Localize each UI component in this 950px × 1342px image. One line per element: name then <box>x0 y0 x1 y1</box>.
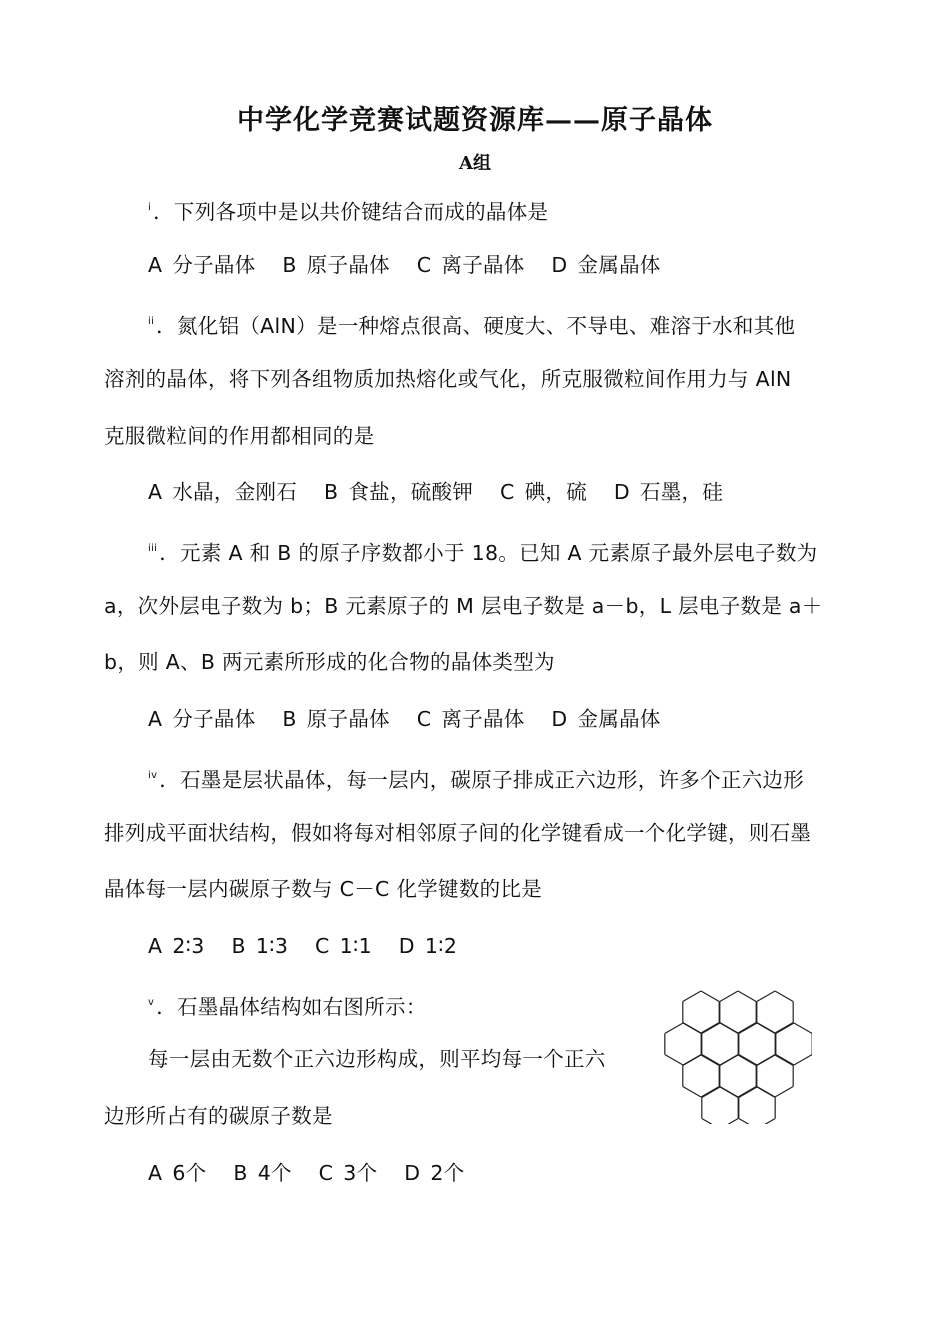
lattice-bond <box>739 1087 757 1098</box>
option-text: 离子晶体 <box>441 707 525 731</box>
option-text: 石墨，硅 <box>639 480 724 504</box>
question-1-number: i <box>148 202 152 213</box>
lattice-bond <box>701 1055 719 1066</box>
lattice-bond <box>739 1023 757 1034</box>
option-key: D <box>398 934 415 958</box>
question-5-line-1 <box>148 987 427 1023</box>
question-4-stem: ．石墨是层状晶体，每一层内，碳原子排成正六边形，许多个正六边形 <box>159 768 805 792</box>
lattice-bond <box>738 1023 756 1034</box>
question-5-stem: ．石墨晶体结构如右图所示： <box>156 995 427 1019</box>
lattice-bond <box>701 991 719 1002</box>
lattice-bond <box>720 991 738 1002</box>
option-key: A <box>148 253 163 277</box>
lattice-bond <box>757 1119 775 1125</box>
question-2-line-1 <box>148 306 795 342</box>
question-4-line-2: 排列成平面状结构，假如将每对相邻原子间的化学键看成一个化学键，则石墨 <box>104 821 812 845</box>
question-1-options <box>148 249 661 281</box>
option-text: 碘，硫 <box>524 480 588 504</box>
option-key: C <box>416 707 432 731</box>
option-key: A <box>148 480 163 504</box>
lattice-bond <box>665 1055 683 1066</box>
option-key: C <box>318 1161 334 1185</box>
option-text: 原子晶体 <box>306 253 390 277</box>
lattice-bond <box>794 1055 812 1066</box>
option-text: 分子晶体 <box>172 253 256 277</box>
lattice-bond <box>738 1087 756 1098</box>
question-4-line-3: 晶体每一层内碳原子数与 C－C 化学键数的比是 <box>104 877 543 901</box>
lattice-bond <box>683 991 701 1002</box>
option-text: 3个 <box>343 1161 378 1185</box>
option-text: 水晶，金刚石 <box>172 480 298 504</box>
question-3-number: iii <box>148 543 158 554</box>
question-4-options <box>148 930 457 962</box>
option-key: D <box>404 1161 421 1185</box>
option-key: A <box>148 934 163 958</box>
question-3-line-3: b，则 A、B 两元素所形成的化合物的晶体类型为 <box>104 650 555 674</box>
lattice-bond <box>775 1087 793 1098</box>
question-1-stem: ．下列各项中是以共价键结合而成的晶体是 <box>153 200 549 224</box>
lattice-bond <box>775 1055 793 1066</box>
question-5-line-3: 边形所占有的碳原子数是 <box>104 1104 333 1128</box>
option-key: D <box>551 253 568 277</box>
page-title: 中学化学竞赛试题资源库——原子晶体 <box>237 105 713 136</box>
question-4-number: iv <box>148 770 158 781</box>
option-text: 6个 <box>172 1161 207 1185</box>
lattice-bond <box>757 1023 775 1034</box>
option-key: B <box>231 934 246 958</box>
lattice-bond <box>757 1087 775 1098</box>
option-text: 离子晶体 <box>441 253 525 277</box>
lattice-bond <box>720 1119 738 1125</box>
lattice-bond <box>757 1055 775 1066</box>
lattice-bond <box>702 1087 720 1098</box>
option-key: A <box>148 1161 163 1185</box>
option-text: 1∶1 <box>339 934 372 958</box>
question-4-line-1 <box>148 760 804 796</box>
lattice-bond <box>720 1023 738 1034</box>
option-text: 金属晶体 <box>577 707 661 731</box>
option-key: C <box>315 934 330 958</box>
option-key: B <box>323 480 339 504</box>
lattice-bond <box>720 1087 738 1098</box>
lattice-bond <box>701 1023 719 1034</box>
question-1-line-1 <box>148 192 548 228</box>
option-text: 分子晶体 <box>172 707 256 731</box>
lattice-bond <box>720 1055 738 1066</box>
option-key: C <box>499 480 515 504</box>
lattice-bond <box>794 1023 812 1034</box>
lattice-bond <box>776 1023 794 1034</box>
option-key: D <box>613 480 630 504</box>
question-3-line-1 <box>148 533 817 569</box>
lattice-bond <box>702 1023 720 1034</box>
graphite-hexagon-lattice-icon <box>664 984 812 1124</box>
question-2-stem: ．氮化铝（AlN）是一种熔点很高、硬度大、不导电、难溶于水和其他 <box>156 314 796 338</box>
option-text: 原子晶体 <box>306 707 390 731</box>
lattice-bond <box>702 1055 720 1066</box>
lattice-bond <box>701 1087 719 1098</box>
lattice-bond <box>757 991 775 1002</box>
lattice-bond <box>739 1119 757 1125</box>
question-2-options <box>148 476 723 508</box>
option-key: B <box>233 1161 248 1185</box>
lattice-bond <box>683 1055 701 1066</box>
option-text: 食盐，硫酸钾 <box>348 480 474 504</box>
lattice-bond <box>702 1119 720 1125</box>
option-text: 1∶2 <box>424 934 458 958</box>
group-heading: A组 <box>459 153 491 174</box>
lattice-bond <box>739 1055 757 1066</box>
option-key: B <box>282 253 297 277</box>
option-key: A <box>148 707 163 731</box>
lattice-bond <box>738 991 756 1002</box>
question-2-number: ii <box>148 316 155 327</box>
option-key: D <box>551 707 568 731</box>
lattice-bond <box>683 1023 701 1034</box>
lattice-bond <box>683 1087 701 1098</box>
question-2-line-3: 克服微粒间的作用都相同的是 <box>104 424 375 448</box>
lattice-bond <box>776 1055 794 1066</box>
option-text: 1∶3 <box>255 934 289 958</box>
question-5-line-2: 每一层由无数个正六边形构成，则平均每一个正六 <box>148 1047 606 1071</box>
lattice-bond <box>738 1055 756 1066</box>
option-text: 2∶3 <box>172 934 205 958</box>
question-5-number: v <box>148 997 155 1008</box>
question-2-line-2: 溶剂的晶体，将下列各组物质加热熔化或气化，所克服微粒间作用力与 AlN <box>104 367 792 391</box>
option-text: 4个 <box>257 1161 292 1185</box>
lattice-bond <box>665 1023 683 1034</box>
question-3-line-2: a，次外层电子数为 b；B 元素原子的 M 层电子数是 a－b，L 层电子数是 a＋ <box>104 594 823 618</box>
option-text: 金属晶体 <box>577 253 661 277</box>
lattice-bond <box>775 991 793 1002</box>
question-5-options <box>148 1157 465 1189</box>
option-text: 2个 <box>430 1161 465 1185</box>
option-key: B <box>282 707 297 731</box>
option-key: C <box>416 253 432 277</box>
question-3-stem: ．元素 A 和 B 的原子序数都小于 18。已知 A 元素原子最外层电子数为 <box>159 541 818 565</box>
lattice-bond <box>775 1023 793 1034</box>
question-3-options <box>148 703 661 735</box>
